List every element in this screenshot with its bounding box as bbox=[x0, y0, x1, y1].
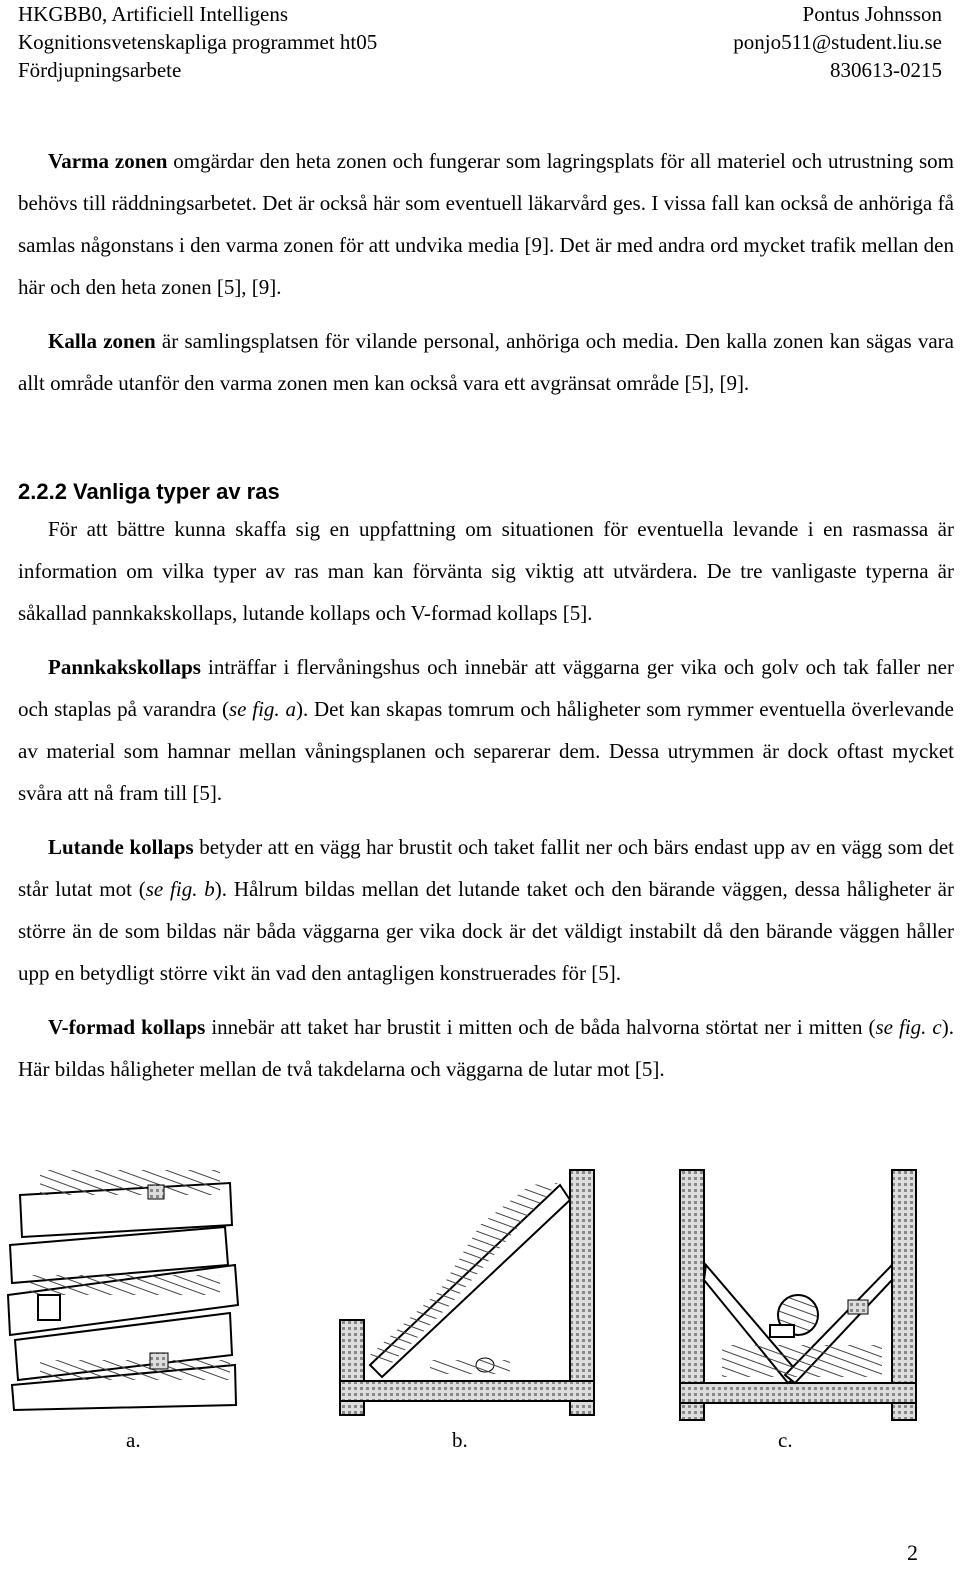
paragraph-lutande bbox=[18, 826, 954, 994]
author-id: 830613-0215 bbox=[830, 58, 942, 82]
pannkaka-text2: ). Det kan skapas tomrum och håligheter som rymmer eventuella överlevande av material som hamnar mellan våningsplanen och separerar dem. Dessa utrymmen är dock oftast mycket svåra att nå fram till [5]. bbox=[18, 697, 954, 805]
page-number: 2 bbox=[907, 1540, 918, 1565]
vformad-text1: innebär att taket har brustit i mitten och de båda halvorna störtat ner i mitten ( bbox=[205, 1015, 876, 1039]
paragraph-varma bbox=[18, 140, 954, 308]
figure-caption-a: a. bbox=[126, 1428, 141, 1452]
pannkaka-text1: inträffar i flervåningshus och innebär att väggarna ger vika och golv och tak faller ner och staplas på varandra ( bbox=[18, 655, 954, 721]
lutande-text2: ). Hålrum bildas mellan det lutande taket och den bärande väggen, dessa håligheter är större än de som bildas när båda väggarna ger vika dock är det väldigt instabilt då den bärande väggen håller upp en betydligt större vikt än vad den antagligen konstruerades för [5]. bbox=[18, 877, 954, 985]
figure-caption-b: b. bbox=[452, 1428, 468, 1452]
body-block-zones bbox=[18, 140, 954, 404]
vformad-text2: ). Här bildas håligheter mellan de två takdelarna och väggarna de lutar mot [5]. bbox=[18, 1015, 954, 1081]
section-heading: 2.2.2 Vanliga typer av ras bbox=[18, 479, 280, 504]
term-lutande: Lutande kollaps bbox=[48, 835, 194, 859]
paragraph-varma-text: omgärdar den heta zonen och fungerar som lagringsplats för all materiel och utrustning som behövs till räddningsarbetet. Det är också här som eventuell läkarvård ges. I vissa fall kan också de anhöriga få samlas någonstans i den varma zonen för att undvika media [9]. Det är med andra ord mycket trafik mellan den här och den heta zonen [5], [9]. bbox=[18, 149, 954, 299]
fig-ref-c: se fig. c bbox=[875, 1015, 942, 1039]
figure-caption-c: c. bbox=[778, 1428, 793, 1452]
lutande-text1: betyder att en vägg har brustit och taket fallit ner och bärs endast upp av en vägg som det står lutat mot ( bbox=[18, 835, 955, 901]
term-varma: Varma zonen bbox=[48, 149, 168, 173]
paragraph-vformad bbox=[18, 1006, 954, 1090]
header-right bbox=[733, 0, 942, 84]
figure-pancake-collapse bbox=[0, 1165, 250, 1425]
term-kalla: Kalla zonen bbox=[48, 329, 156, 353]
course-title: HKGBB0, Artificiell Intelligens bbox=[18, 2, 289, 26]
document-type: Fördjupningsarbete bbox=[18, 58, 182, 82]
figure-lean-to-collapse bbox=[330, 1165, 620, 1425]
header-left bbox=[18, 0, 377, 84]
body-block-collapse bbox=[18, 508, 954, 1090]
paragraph-kalla bbox=[18, 320, 954, 404]
figure-v-shaped-collapse bbox=[670, 1165, 940, 1425]
term-vformad: V-formad kollaps bbox=[48, 1015, 206, 1039]
program-name: Kognitionsvetenskapliga programmet ht05 bbox=[18, 30, 378, 54]
paragraph-kalla-text: är samlingsplatsen för vilande personal, anhöriga och media. Den kalla zonen kan sägas vara allt område utanför den varma zonen men kan också vara ett avgränsat område [5], [9]. bbox=[18, 329, 954, 395]
paragraph-intro: För att bättre kunna skaffa sig en uppfattning om situationen för eventuella levande i en rasmassa är information om vilka typer av ras man kan förvänta sig viktig att utvärdera. De tre vanligaste typerna är såkallad pannkakskollaps, lutande kollaps och V-formad kollaps [5]. bbox=[18, 517, 954, 625]
fig-ref-b: se fig. b bbox=[145, 877, 215, 901]
author-email: ponjo511@student.liu.se bbox=[733, 30, 942, 54]
fig-ref-a: se fig. a bbox=[228, 697, 296, 721]
term-pannkaka: Pannkakskollaps bbox=[48, 655, 201, 679]
paragraph-pannkaka bbox=[18, 646, 954, 814]
author-name: Pontus Johnsson bbox=[802, 2, 942, 26]
